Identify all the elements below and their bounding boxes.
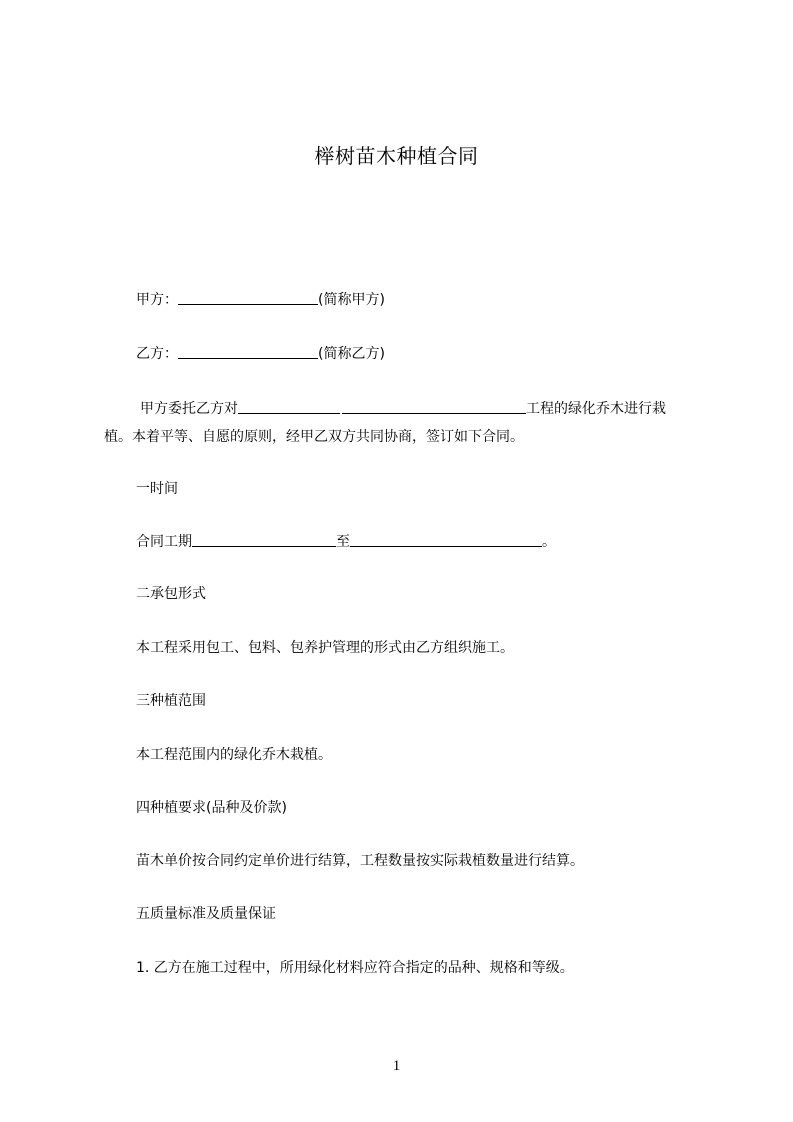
party-b-blank bbox=[178, 344, 318, 359]
quality-heading: 五质量标准及质量保证 bbox=[136, 906, 276, 922]
scope-text: 本工程范围内的绿化乔木栽植。 bbox=[136, 747, 332, 763]
requirements-text: 苗木单价按合同约定单价进行结算，工程数量按实际栽植数量进行结算。 bbox=[136, 853, 584, 869]
intro-prefix: 甲方委托乙方对 bbox=[140, 401, 238, 417]
party-a-suffix: (简称甲方) bbox=[318, 292, 385, 308]
quality-item-1: 1. 乙方在施工过程中，所用绿化材料应符合指定的品种、规格和等级。 bbox=[136, 960, 574, 976]
intro-blank-1 bbox=[238, 399, 340, 414]
intro-continuation: 植。本着平等、自愿的原则，经甲乙双方共同协商，签订如下合同。 bbox=[104, 429, 524, 445]
party-b-label: 乙方： bbox=[136, 346, 178, 362]
intro-blank-2 bbox=[342, 399, 526, 414]
party-a-label: 甲方： bbox=[136, 292, 178, 308]
intro-paragraph bbox=[104, 395, 712, 451]
time-heading: 一时间 bbox=[136, 481, 178, 497]
intro-middle: 工程的绿化乔木进行栽 bbox=[526, 401, 666, 417]
party-b-suffix: (简称乙方) bbox=[318, 346, 385, 362]
page-number: 1 bbox=[392, 1058, 401, 1074]
period-end-blank bbox=[350, 532, 542, 547]
period-start-blank bbox=[192, 532, 336, 547]
party-b-line bbox=[136, 344, 385, 364]
period-end: 。 bbox=[542, 534, 556, 550]
party-a-line bbox=[136, 290, 385, 310]
contract-form-text: 本工程采用包工、包料、包养护管理的形式由乙方组织施工。 bbox=[136, 640, 514, 656]
requirements-heading: 四种植要求(品种及价款) bbox=[136, 800, 287, 816]
period-to: 至 bbox=[336, 534, 350, 550]
contract-form-heading: 二承包形式 bbox=[136, 586, 206, 602]
scope-heading: 三种植范围 bbox=[136, 693, 206, 709]
document-title: 榉树苗木种植合同 bbox=[314, 144, 479, 168]
party-a-blank bbox=[178, 290, 318, 305]
period-prefix: 合同工期 bbox=[136, 534, 192, 550]
period-line bbox=[136, 532, 556, 552]
